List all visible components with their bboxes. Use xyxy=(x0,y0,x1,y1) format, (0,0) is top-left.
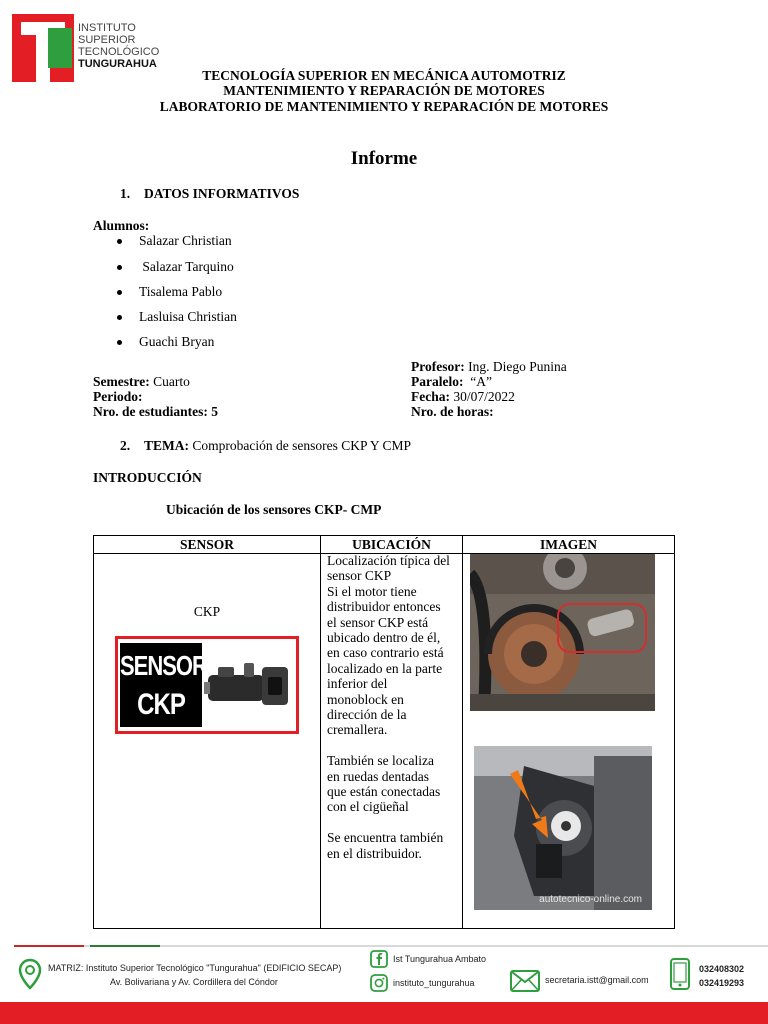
ckp-sensor-icon xyxy=(204,645,296,725)
footer-matriz: MATRIZ: Instituto Superior Tecnológico "Tungurahua" (EDIFICIO SECAP) xyxy=(48,963,342,973)
table-header-imagen: IMAGEN xyxy=(540,537,597,552)
phone-icon xyxy=(668,958,692,990)
table-col-divider-2 xyxy=(462,536,463,928)
sensor-image-text-2: CKP xyxy=(137,687,185,722)
bullet-icon xyxy=(117,315,122,320)
bullet-icon xyxy=(117,290,122,295)
table-subtitle: Ubicación de los sensores CKP- CMP xyxy=(166,502,382,517)
section-1-number: 1. xyxy=(120,186,131,201)
footer-address: Av. Bolivariana y Av. Cordillera del Cóndor xyxy=(110,977,278,987)
ubicacion-line: en caso contrario está xyxy=(327,645,444,661)
ubicacion-line: Localización típica del xyxy=(327,553,450,568)
footer-phone-1: 032408302 xyxy=(699,964,745,974)
paralelo-field: Paralelo: “A” xyxy=(411,374,492,389)
ubicacion-text xyxy=(327,553,462,861)
header-line-1: TECNOLOGÍA SUPERIOR EN MECÁNICA AUTOMOTRIZ xyxy=(202,68,566,83)
footer-phone-2: 032419293 xyxy=(699,978,745,988)
footer-red-bar xyxy=(0,1002,768,1024)
sensor-image-text-1: SENSOR xyxy=(120,649,207,681)
profesor-field: Profesor: Ing. Diego Punina xyxy=(411,359,567,374)
bullet-icon xyxy=(117,239,122,244)
bullet-icon xyxy=(117,340,122,345)
ubicacion-line: distribuidor entonces xyxy=(327,599,441,615)
ubicacion-line: Se encuentra también xyxy=(327,830,444,846)
horas-field: Nro. de horas: xyxy=(411,404,494,419)
photo-watermark: autotecnico-online.com xyxy=(539,894,642,905)
section-2-tema: TEMA: Comprobación de sensores CKP Y CMP xyxy=(144,438,411,453)
logo-line-2: SUPERIOR xyxy=(78,34,136,46)
ubicacion-line: inferior del xyxy=(327,676,388,692)
ubicacion-line: Si el motor tiene xyxy=(327,583,417,599)
ubicacion-line: que están conectadas xyxy=(327,784,441,800)
semestre-field: Semestre: Cuarto xyxy=(93,374,190,389)
facebook-icon xyxy=(370,950,388,968)
periodo-field: Periodo: xyxy=(93,389,143,404)
students-list: Salazar Christian Salazar Tarquino Tisalema Pablo Lasluisa Christian Guachi Bryan xyxy=(117,233,317,353)
ubicacion-line: en el distribuidor. xyxy=(327,845,422,861)
email-icon xyxy=(510,970,540,992)
ubicacion-line: dirección de la xyxy=(327,707,407,723)
footer-email: secretaria.istt@gmail.com xyxy=(545,975,649,985)
section-1-title: DATOS INFORMATIVOS xyxy=(144,186,300,201)
sensor-ckp-image xyxy=(115,636,299,734)
students-label: Alumnos: xyxy=(93,218,150,233)
sensor-table xyxy=(93,535,675,929)
engine-sensor-photo-1 xyxy=(470,554,655,711)
logo-line-1: INSTITUTO xyxy=(78,22,136,34)
ubicacion-line: ubicado dentro de él, xyxy=(327,630,441,646)
intro-heading: INTRODUCCIÓN xyxy=(93,470,202,485)
footer-facebook: Ist Tungurahua Ambato xyxy=(393,954,487,964)
bullet-icon xyxy=(117,265,122,270)
footer-instagram: instituto_tungurahua xyxy=(393,978,475,988)
logo-text xyxy=(78,22,159,70)
header-line-2: MANTENIMIENTO Y REPARACIÓN DE MOTORES xyxy=(223,83,545,98)
footer-accent-green xyxy=(90,945,160,947)
ubicacion-line: en ruedas dentadas xyxy=(327,768,429,784)
table-header-sensor: SENSOR xyxy=(179,537,235,552)
ubicacion-line: cremallera. xyxy=(327,722,388,738)
page-title: Informe xyxy=(350,148,418,169)
fecha-field: Fecha: 30/07/2022 xyxy=(411,389,515,404)
sensor-name: CKP xyxy=(193,604,221,619)
ubicacion-line: También se localiza xyxy=(327,753,435,769)
instagram-icon xyxy=(370,974,388,992)
ubicacion-line: el sensor CKP está xyxy=(327,614,429,630)
engine-sensor-photo-2 xyxy=(474,746,652,910)
ubicacion-line: sensor CKP xyxy=(327,568,392,584)
logo-line-3: TECNOLÓGICO xyxy=(78,46,160,58)
ubicacion-spacer xyxy=(327,738,462,753)
ubicacion-line: con el cigüeñal xyxy=(327,799,409,815)
table-header-ubicacion: UBICACIÓN xyxy=(352,537,431,552)
header-line-3: LABORATORIO DE MANTENIMIENTO Y REPARACIÓN DE MOTORES xyxy=(159,99,609,114)
table-col-divider-1 xyxy=(320,536,321,928)
footer-accent-red xyxy=(14,945,84,947)
location-pin-icon xyxy=(18,958,42,990)
ubicacion-line: monoblock en xyxy=(327,691,404,707)
estudiantes-field: Nro. de estudiantes: 5 xyxy=(93,404,219,419)
ubicacion-line: localizado en la parte xyxy=(327,660,443,676)
sensor-label-box xyxy=(120,643,207,727)
section-2-number: 2. xyxy=(120,438,131,453)
logo-line-4: TUNGURAHUA xyxy=(78,58,157,70)
ubicacion-spacer xyxy=(327,815,462,830)
